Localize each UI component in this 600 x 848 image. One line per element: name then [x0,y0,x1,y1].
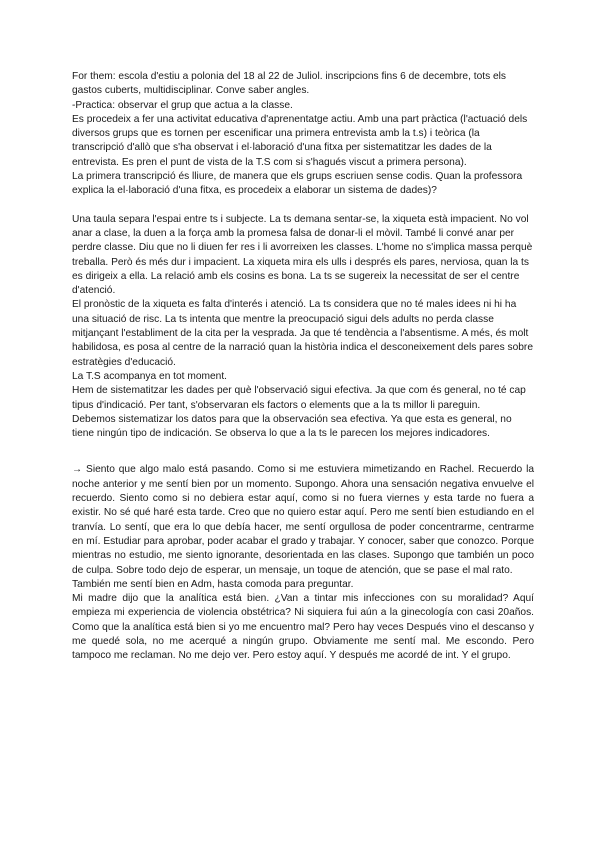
paragraph-mother: Mi madre dijo que la analítica está bien. ¿Van a tintar mis infecciones con su moralidad? Aquí empieza mi experiencia de violencia obstétrica? Ni siquiera fui aún a la ginecología con casi 20años. Como que la analítica está bien si yo me encuentro mal? Pero hay veces Después vino el descanso y me quedé sola, no me acerqué a ningún grupo. Obviamente me sentí mal. Me escondo. Pero tampoco me reclaman. No me dejo ver. Pero estoy aquí. Y después me acordé de int. Y el grupo. [72,593,534,662]
paragraph-systematize-es: Debemos sistematizar los datos para que la observación sea efectiva. Ya que esta es general, no tiene ningún tipo de indicación. Se observa lo que a la ts le parecen los mejores indicadores. [72,413,512,440]
paragraph-adm: También me sentí bien en Adm, hasta comoda para preguntar. [72,578,354,590]
paragraph-accompany: La T.S acompanya en tot moment. [72,370,227,382]
paragraph-summer-school: For them: escola d'estiu a polonia del 18 al 22 de Juliol. inscripcions fins 6 de decembre, tots els gastos cuberts, multidisciplinar. Conve saber angles. [72,71,507,97]
document-page [72,70,534,664]
paragraph-transcription: La primera transcripció és lliure, de manera que els grups escriuen sense codis. Quan la professora explica la el·laboració d'una fitxa, es procedeix a elaborar un sistema de dades)? [72,171,523,197]
paragraph-reflection: → Siento que algo malo está pasando. Como si me estuviera mimetizando en Rachel. Recuerdo la noche anterior y me sentí bien por un momento. Supongo. Ahora una sensación negativa envuelve el recuerdo. Siento como si no debiera estar aquí, como si no fuera viernes y esta tarde no fuera a existir. No sé qué haré esta tarde. Creo que no quiero estar aquí. Pero me sentí bien estudiando en el tranvía. Lo sentí, que era lo que debía hacer, me sentí orgullosa de poder concentrarme, centrarme en mí. Estudiar para aprobar, poder acabar el grado y trabajar. Y conocer, saber que conozco. Porque mientras no estudio, me siento ignorante, desorientada en las clases. Supongo que también un poco de culpa. Sobre todo dejo de esperar, un mensaje, un toque de atención, que se pase el mal rato. [72,464,534,576]
paragraph-systematize-ca: Hem de sistematitzar les dades per què l'observació sigui efectiva. Ja que com és general, no té cap tipus d'indicació. Per tant, s'observaran els factors o elements que a la ts millor li pareguin. [72,385,526,411]
paragraph-prognosis: El pronòstic de la xiqueta es falta d'interés i atenció. La ts considera que no té males idees ni hi ha una situació de risc. La ts intenta que mentre la preocupació sigui dels adults no perda classe mitjançant l'establiment de la cita per la vesprada. Ja que té tendència a l'absentisme. A més, és molt habilidosa, es posa al centre de la narració quan la història indica el desconeixement dels pares sobre estratègies d'educació. [72,299,533,368]
paragraph-observation: Una taula separa l'espai entre ts i subjecte. La ts demana sentar-se, la xiqueta està impacient. No vol anar a clase, la duen a la força amb la promesa falsa de donar-li el mòvil. També li convé anar per perdre classe. Diu que no li diuen fer res i li avorreixen les classes. L'home no s'implica massa perquè treballa. Però és més dur i impacient. La xiqueta mira els ulls i després els pares, nerviosa, quan la ts es dirigeix a ella. La relació amb els cosins es bona. La ts se sugereix la necessitat de ser el centre d'atenció. [72,213,533,297]
paragraph-spacer [72,199,534,213]
paragraph-spacer [72,441,534,463]
paragraph-practice: -Practica: observar el grup que actua a la classe. [72,99,293,111]
paragraph-activity: Es procedeix a fer una activitat educativa d'aprenentatge actiu. Amb una part pràctica (l'actuació dels diversos grups que es tornen per escenificar una primera entrevista amb la t.s) i teòrica (la transcripció d'allò que s'ha observat i el·laboració d'una fitxa per sistematitzar les dades de la entrevista. Es pren el punt de vista de la T.S com si s'hagués viscut a primera persona). [72,113,528,168]
